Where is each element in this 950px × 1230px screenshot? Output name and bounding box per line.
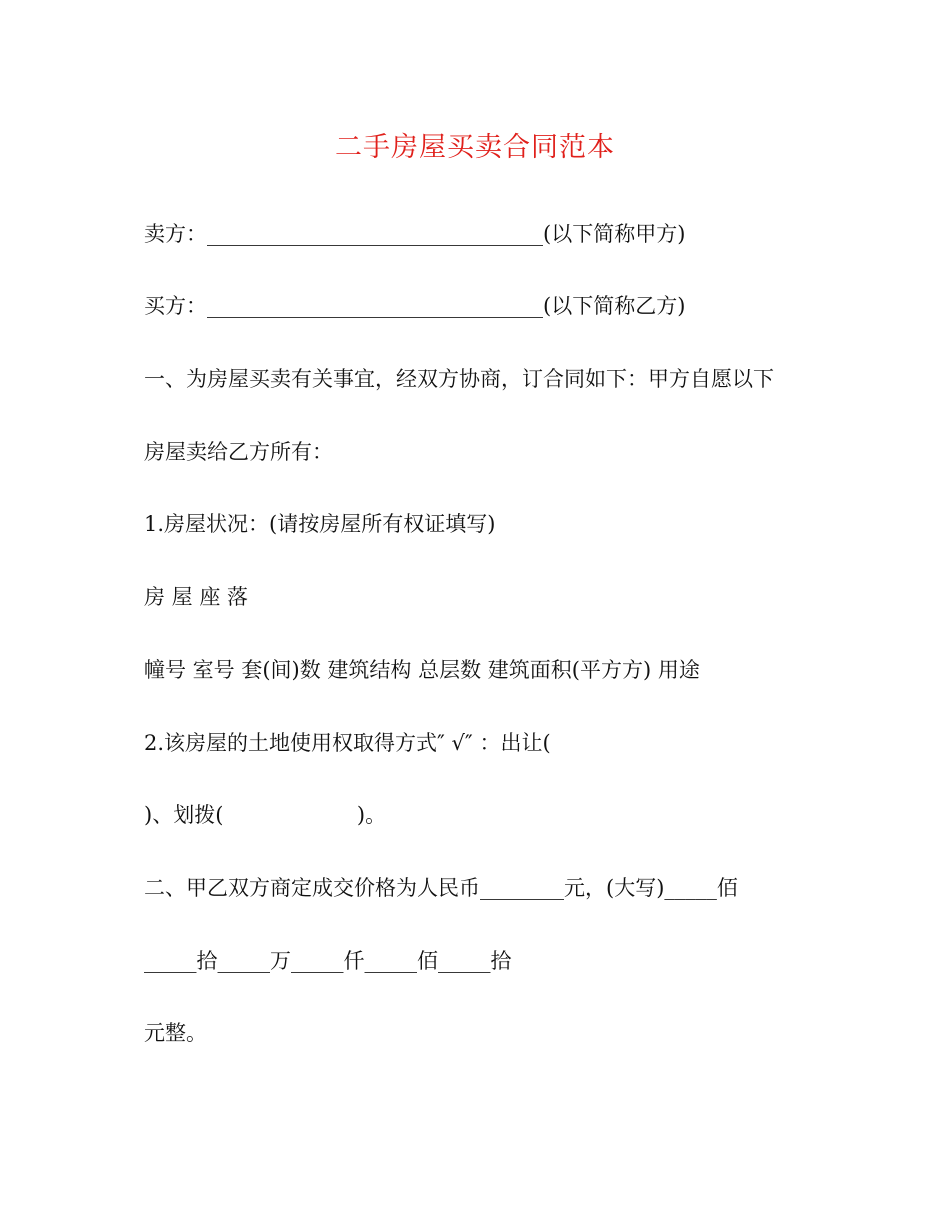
clause-one-line: 一、为房屋买卖有关事宜，经双方协商，订合同如下：甲方自愿以下 (144, 367, 774, 391)
seller-line: 卖方：________________________________(以下简称甲方) (144, 222, 686, 246)
price-line: 二、甲乙双方商定成交价格为人民币________元，(大写)_____佰 (144, 876, 738, 900)
buyer-line: 买方：________________________________(以下简称乙方) (144, 294, 686, 318)
house-location-line: 房 屋 座 落 (144, 585, 249, 609)
land-use-line: 2.该房屋的土地使用权取得方式″ √″ ：出让( (144, 731, 551, 755)
house-status-line: 1.房屋状况：(请按房屋所有权证填写) (144, 512, 496, 536)
price-end-line: 元整。 (144, 1021, 207, 1045)
document-title: 二手房屋买卖合同范本 (335, 132, 615, 163)
house-fields-line: 幢号 室号 套(间)数 建筑结构 总层数 建筑面积(平方方) 用途 (144, 658, 700, 682)
clause-one-continuation: 房屋卖给乙方所有： (144, 440, 333, 464)
price-amount-line: _____拾_____万_____仟_____佰_____拾 (144, 949, 512, 973)
land-use-continuation: )、划拨( )。 (144, 803, 387, 827)
